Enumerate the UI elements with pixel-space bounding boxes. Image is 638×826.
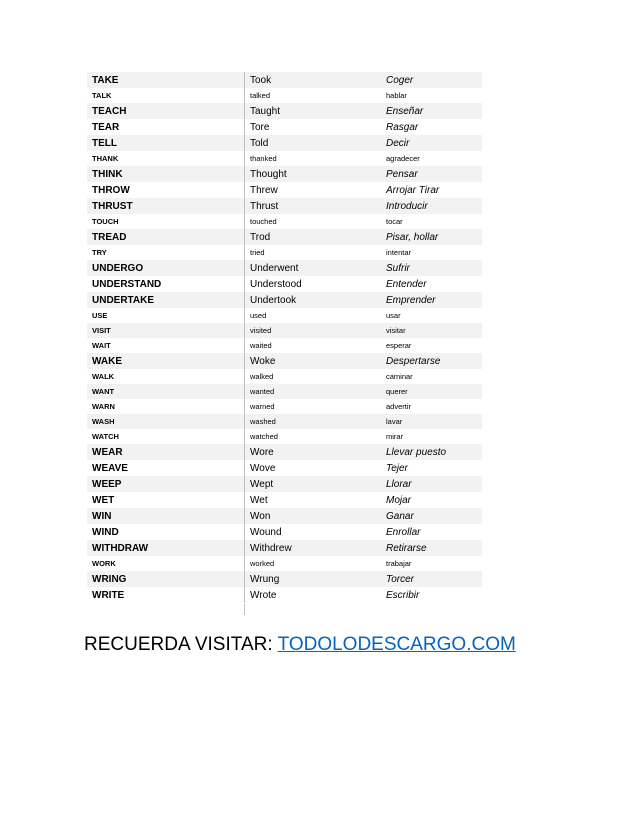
table-row [87, 151, 482, 166]
footer-prefix: RECUERDA VISITAR: [84, 634, 278, 655]
past-cell: Taught [244, 103, 381, 119]
meaning-cell: Llorar [386, 478, 412, 490]
meaning-cell: caminar [386, 372, 413, 381]
past-cell: wanted [244, 384, 381, 399]
meaning-cell: querer [386, 387, 408, 396]
meaning-cell: Retirarse [386, 542, 427, 554]
past-cell: Wept [244, 476, 381, 492]
past-cell: Won [244, 508, 381, 524]
table-row [87, 88, 482, 103]
meaning-cell: Introducir [386, 200, 428, 212]
verb-cell: WITHDRAW [92, 542, 149, 554]
table-row [87, 384, 482, 399]
meaning-cell: tocar [386, 217, 403, 226]
meaning-cell: intentar [386, 248, 412, 257]
past-cell: washed [244, 414, 381, 429]
verb-cell: WANT [92, 387, 115, 396]
past-cell: walked [244, 369, 381, 384]
verb-cell: THRUST [92, 200, 133, 212]
verb-cell: WIND [92, 526, 119, 538]
verb-cell: WEEP [92, 478, 122, 490]
past-cell: Wrote [244, 587, 381, 603]
verb-cell: TEAR [92, 121, 120, 133]
table-row [87, 540, 482, 556]
table-row [87, 429, 482, 444]
verb-cell: WRING [92, 573, 127, 585]
table-row [87, 119, 482, 135]
verb-cell: WRITE [92, 589, 125, 601]
meaning-cell: advertir [386, 402, 412, 411]
verb-cell: TRY [92, 248, 107, 257]
meaning-cell: Coger [386, 74, 414, 86]
meaning-cell: Enseñar [386, 105, 424, 117]
meaning-cell: Mojar [386, 494, 412, 506]
verb-cell: UNDERGO [92, 262, 144, 274]
verb-cell: WASH [92, 417, 115, 426]
verb-cell: TEACH [92, 105, 127, 117]
table-row [87, 444, 482, 460]
meaning-cell: Decir [386, 137, 410, 149]
verb-table [87, 72, 482, 603]
table-row [87, 338, 482, 353]
footer-note [84, 634, 516, 656]
past-cell: thanked [244, 151, 381, 166]
past-cell: Wound [244, 524, 381, 540]
meaning-cell: Despertarse [386, 355, 441, 367]
verb-cell: TOUCH [92, 217, 119, 226]
table-row [87, 276, 482, 292]
table-row [87, 476, 482, 492]
past-cell: Took [244, 72, 381, 88]
past-cell: Withdrew [244, 540, 381, 556]
table-row [87, 292, 482, 308]
table-row [87, 492, 482, 508]
verb-cell: TREAD [92, 231, 127, 243]
past-cell: touched [244, 214, 381, 229]
verb-cell: WAKE [92, 355, 122, 367]
table-row [87, 308, 482, 323]
table-row [87, 214, 482, 229]
past-cell: tried [244, 245, 381, 260]
past-cell: Threw [244, 182, 381, 198]
table-row [87, 323, 482, 338]
column-divider [244, 604, 245, 615]
verb-cell: UNDERSTAND [92, 278, 162, 290]
table-row [87, 166, 482, 182]
table-row [87, 556, 482, 571]
verb-cell: WATCH [92, 432, 119, 441]
verb-cell: TALK [92, 91, 112, 100]
past-cell: worked [244, 556, 381, 571]
meaning-cell: Pisar, hollar [386, 231, 439, 243]
meaning-cell: Arrojar Tirar [386, 184, 440, 196]
verb-cell: WEAVE [92, 462, 128, 474]
table-row [87, 198, 482, 214]
table-row [87, 72, 482, 88]
past-cell: Thrust [244, 198, 381, 214]
past-cell: Wove [244, 460, 381, 476]
table-row [87, 103, 482, 119]
footer-link[interactable]: TODOLODESCARGO.COM [277, 634, 516, 655]
table-row [87, 245, 482, 260]
past-cell: Woke [244, 353, 381, 369]
verb-cell: TELL [92, 137, 117, 149]
verb-cell: WEAR [92, 446, 123, 458]
table-row [87, 508, 482, 524]
meaning-cell: Escribir [386, 589, 420, 601]
past-cell: Wet [244, 492, 381, 508]
past-cell: Underwent [244, 260, 381, 276]
table-row [87, 182, 482, 198]
verb-cell: WET [92, 494, 115, 506]
past-cell: used [244, 308, 381, 323]
past-cell: Wrung [244, 571, 381, 587]
meaning-cell: Entender [386, 278, 427, 290]
verb-cell: WARN [92, 402, 115, 411]
meaning-cell: Ganar [386, 510, 414, 522]
table-row [87, 260, 482, 276]
meaning-cell: Enrollar [386, 526, 421, 538]
verb-cell: WORK [92, 559, 116, 568]
table-row [87, 587, 482, 603]
meaning-cell: Sufrir [386, 262, 410, 274]
verb-cell: VISIT [92, 326, 111, 335]
table-row [87, 135, 482, 151]
meaning-cell: Pensar [386, 168, 418, 180]
past-cell: watched [244, 429, 381, 444]
verb-cell: WALK [92, 372, 115, 381]
past-cell: talked [244, 88, 381, 103]
verb-cell: WAIT [92, 341, 111, 350]
meaning-cell: Tejer [386, 462, 408, 474]
past-cell: visited [244, 323, 381, 338]
meaning-cell: visitar [386, 326, 406, 335]
meaning-cell: usar [386, 311, 401, 320]
verb-cell: WIN [92, 510, 112, 522]
past-cell: Understood [244, 276, 381, 292]
meaning-cell: mirar [386, 432, 404, 441]
table-row [87, 353, 482, 369]
meaning-cell: Rasgar [386, 121, 419, 133]
table-row [87, 399, 482, 414]
meaning-cell: agradecer [386, 154, 420, 163]
past-cell: Tore [244, 119, 381, 135]
past-cell: Wore [244, 444, 381, 460]
meaning-cell: trabajar [386, 559, 412, 568]
table-row [87, 460, 482, 476]
past-cell: warned [244, 399, 381, 414]
table-row [87, 414, 482, 429]
verb-cell: THANK [92, 154, 119, 163]
meaning-cell: hablar [386, 91, 407, 100]
meaning-cell: Emprender [386, 294, 436, 306]
past-cell: Told [244, 135, 381, 151]
table-row [87, 571, 482, 587]
meaning-cell: esperar [386, 341, 412, 350]
past-cell: Thought [244, 166, 381, 182]
verb-cell: USE [92, 311, 108, 320]
past-cell: waited [244, 338, 381, 353]
past-cell: Trod [244, 229, 381, 245]
meaning-cell: Torcer [386, 573, 414, 585]
table-row [87, 369, 482, 384]
past-cell: Undertook [244, 292, 381, 308]
verb-cell: THROW [92, 184, 130, 196]
table-row [87, 229, 482, 245]
verb-cell: TAKE [92, 74, 119, 86]
meaning-cell: lavar [386, 417, 403, 426]
table-row [87, 524, 482, 540]
verb-cell: THINK [92, 168, 123, 180]
meaning-cell: Llevar puesto [386, 446, 447, 458]
verb-cell: UNDERTAKE [92, 294, 155, 306]
